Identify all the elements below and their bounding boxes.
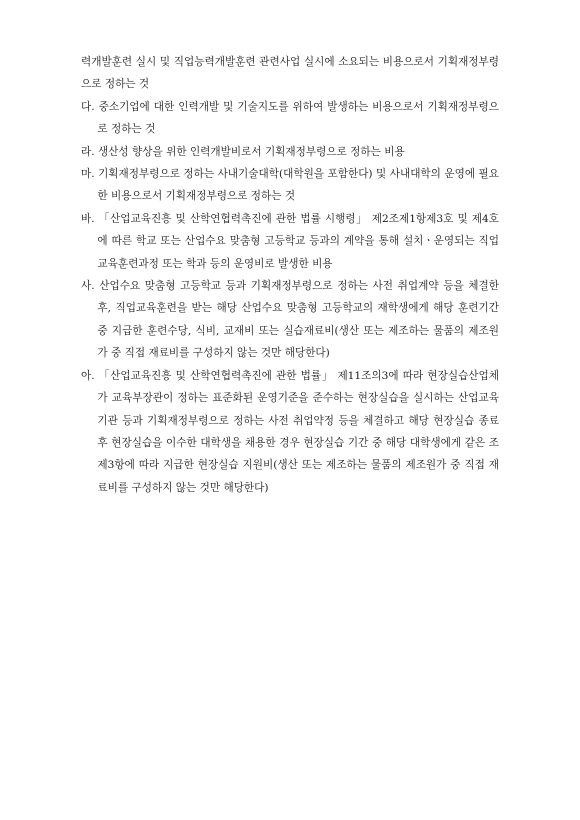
list-item-a: 아. 「산업교육진흥 및 산학연협력촉진에 관한 법률」 제11조의3에 따라 현장실습산업체가 교육부장관이 정하는 표준화된 운영기준을 준수하는 현장실습을 실시하는 산업교육기관 등과 기획재정부령으로 정하는 사전 취업약정 등을 체결하고 해당 현장실습 종료 후 현장실습을 이수한 대학생을 채용한 경우 현장실습 기간 중 해당 대학생에게 같은 조 제3항에 따라 지급한 현장실습 지원비(생산 또는 제조하는 물품의 제조원가 중 직접 재료비를 구성하지 않는 것만 해당한다) [81,369,499,494]
document-body [81,51,499,499]
paragraph-continuation: 력개발훈련 실시 및 직업능력개발훈련 관련사업 실시에 소요되는 비용으로서 기획재정부령으로 정하는 것 [81,56,499,91]
list-item-ma: 마. 기획재정부령으로 정하는 사내기술대학(대학원을 포함한다) 및 사내대학의 운영에 필요한 비용으로서 기획재정부령으로 정하는 것 [81,168,499,203]
list-item-ba: 바. 「산업교육진흥 및 산학연협력촉진에 관한 법률 시행령」 제2조제1항제3호 및 제4호에 따른 학교 또는 산업수요 맞춤형 고등학교 등과의 계약을 통해 설치ㆍ운영되는 직업교육훈련과정 또는 학과 등의 운영비로 발생한 비용 [81,212,499,270]
list-item-sa: 사. 산업수요 맞춤형 고등학교 등과 기획재정부령으로 정하는 사전 취업계약 등을 체결한 후, 직업교육훈련을 받는 해당 산업수요 맞춤형 고등학교의 재학생에게 해당 훈련기간 중 지급한 훈련수당, 식비, 교재비 또는 실습재료비(생산 또는 제조하는 물품의 제조원가 중 직접 재료비를 구성하지 않는 것만 해당한다) [81,280,499,360]
list-item-ra: 라. 생산성 향상을 위한 인력개발비로서 기획재정부령으로 정하는 비용 [81,145,405,158]
list-item-da: 다. 중소기업에 대한 인력개발 및 기술지도를 위하여 발생하는 비용으로서 기획재정부령으로 정하는 것 [81,100,499,136]
